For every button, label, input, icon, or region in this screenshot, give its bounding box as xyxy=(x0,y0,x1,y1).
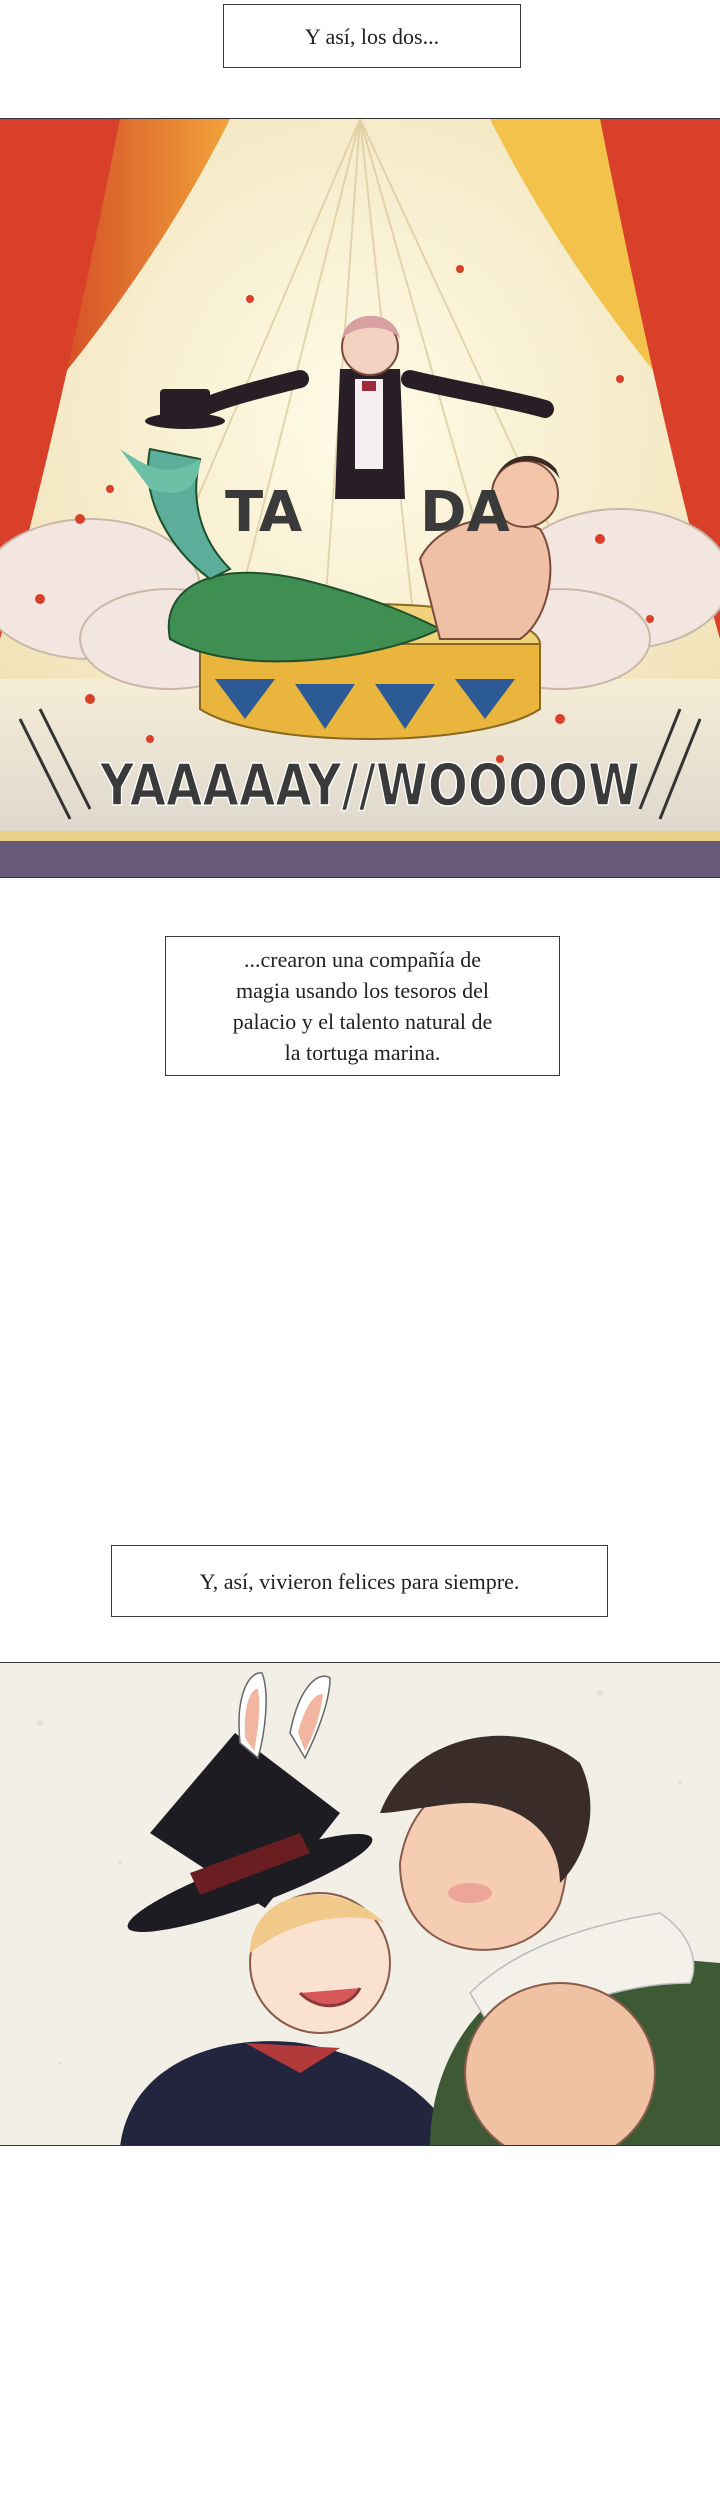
caption-ending xyxy=(111,1545,608,1617)
caption-middle-line: la tortuga marina. xyxy=(284,1040,441,1065)
caption-ending-text: Y, así, vivieron felices para siempre. xyxy=(199,1568,520,1594)
sfx-crowd-cheer: YAAAAAY//WOOOOW xyxy=(99,751,640,819)
sfx-tada-left: TA xyxy=(225,480,303,545)
comic-panel-couple xyxy=(0,1662,720,2146)
caption-middle xyxy=(165,936,560,1076)
couple-illustration xyxy=(0,1663,720,2146)
caption-middle-line: magia usando los tesoros del xyxy=(236,978,489,1003)
caption-intro-text: Y así, los dos... xyxy=(304,23,440,49)
circus-illustration xyxy=(0,119,720,878)
caption-middle-line: ...crearon una compañía de xyxy=(244,947,481,972)
caption-middle-line: palacio y el talento natural de xyxy=(232,1009,493,1034)
sfx-tada-right: DA xyxy=(420,480,510,545)
caption-intro xyxy=(223,4,521,68)
comic-panel-circus xyxy=(0,118,720,878)
